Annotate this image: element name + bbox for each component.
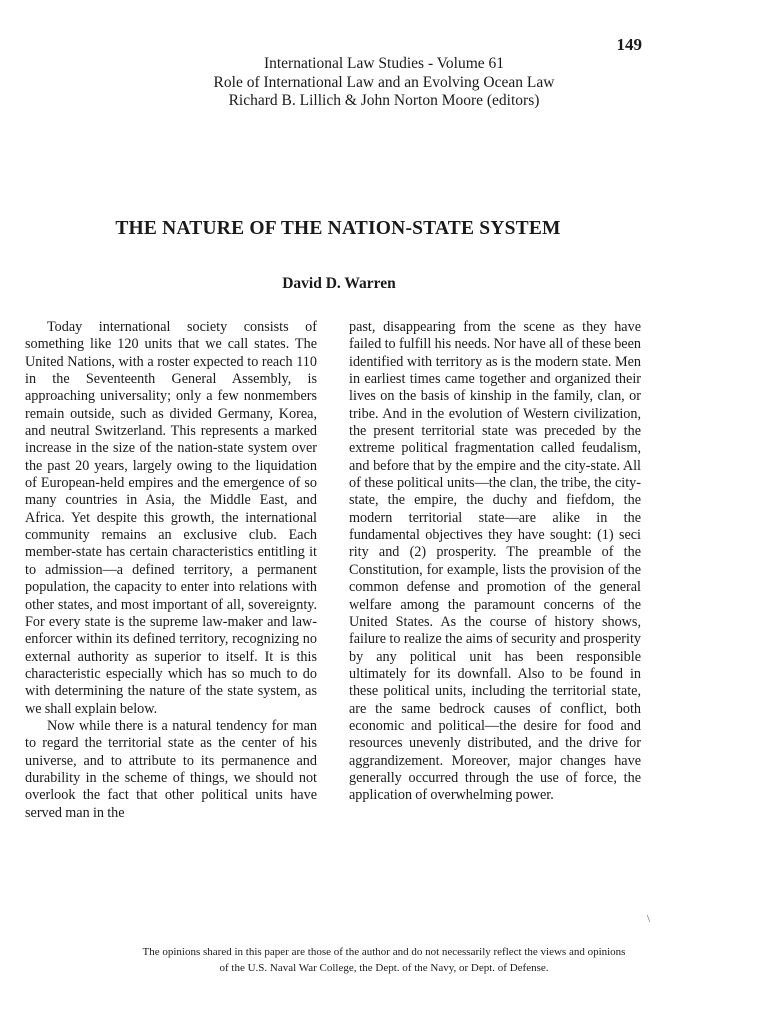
paragraph: past, disappearing from the scene as they have failed to fulfill his needs. Nor have all of these been identified with territory as is the modern state. Men in earliest times came together and organized their lives on the basis of kinship in the family, clan, or tribe. And in the evolution of Western civilization, the present territorial state was preceded by the extreme political fragmentation called feudalism, and before that by the empire and the city-state. All of these political units—the clan, the tribe, the city-state, the empire, the duchy and fiefdom, the modern territorial state—are alike in the fundamental objectives they have sought: (1) seci rity and (2) prosperity. The preamble of the Constitution, for example, lists the provision of the common defense and promotion of the general welfare among the paramount concerns of the United States. As the course of history shows, failure to realize the aims of security and prosperity by any political unit has been responsible ultimately for its downfall. Also to be found in these political units, including the territorial state, are the same bedrock causes of conflict, both economic and political—the desire for food and resources unevenly distributed, and the drive for aggrandizement. Moreover, major changes have generally occurred through the use of force, the application of overwhelming power. — [349, 319, 641, 804]
disclaimer-footnote — [60, 944, 708, 976]
volume-title: Role of International Law and an Evolving Ocean Law — [213, 73, 555, 91]
paragraph: Today international society consists of something like 120 units that we call states. The United Nations, with a roster expected to reach 110 in the Seventeenth General Assembly, is approaching universality; only a few nonmembers remain outside, such as divided Germany, Korea, and neutral Switzerland. This represents a marked increase in the size of the nation-state system over the past 20 years, largely owing to the liquidation of European-held empires and the emergence of so many countries in Asia, the Middle East, and Africa. Yet despite this growth, the international community remains an exclusive club. Each member-state has certain characteristics entitling it to admission—a defined territory, a permanent population, the capacity to enter into relations with other states, and most important of all, sovereignty. For every state is the supreme law-maker and law-enforcer within its defined territory, recognizing no external authority as superior to itself. It is this characteristic especially which has so much to do with determining the nature of the state system, as we shall explain below. — [25, 319, 317, 717]
scan-mark: \ — [647, 913, 651, 925]
editors-line: Richard B. Lillich & John Norton Moore (editors) — [228, 92, 540, 109]
body-column-right — [349, 319, 641, 805]
publication-header — [0, 55, 768, 111]
series-line: International Law Studies - Volume 61 — [263, 55, 505, 72]
article-title: THE NATURE OF THE NATION-STATE SYSTEM — [115, 218, 561, 239]
body-column-left — [25, 319, 317, 822]
article-author: David D. Warren — [282, 275, 396, 292]
disclaimer-line: The opinions shared in this paper are those of the author and do not necessarily reflect the views and opinions — [142, 946, 626, 958]
paragraph: Now while there is a natural tendency for man to regard the territorial state as the center of his universe, and to attribute to its permanence and durability in the scheme of things, we should not overlook the fact that other political units have served man in the — [25, 717, 317, 821]
page-number: 149 — [616, 35, 642, 54]
disclaimer-line: of the U.S. Naval War College, the Dept. of the Navy, or Dept. of Defense. — [219, 962, 549, 974]
